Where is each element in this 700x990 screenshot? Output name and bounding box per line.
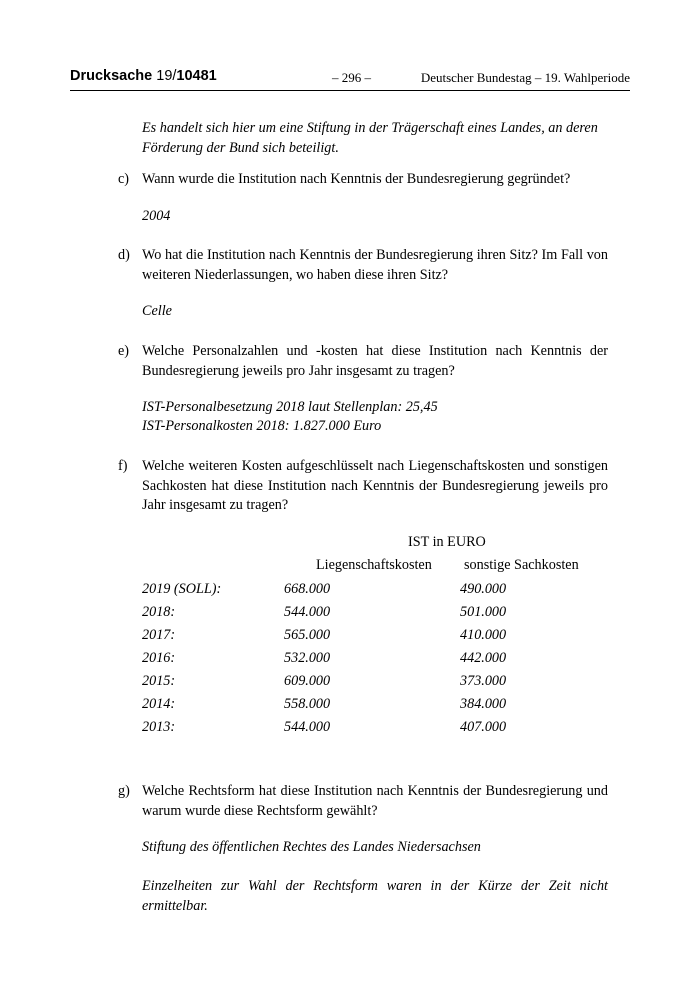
answer-c: 2004	[142, 208, 171, 224]
table-cell-sach: 384.000	[460, 696, 507, 712]
document-number: Drucksache 19/10481	[70, 68, 217, 84]
table-row-year: 2015:	[142, 673, 176, 689]
question-c-text: Wann wurde die Institution nach Kenntnis der Bundesregierung gegründet?	[142, 171, 571, 187]
table-row-year: 2014:	[142, 696, 176, 712]
question-f-text: Welche weiteren Kosten aufgeschlüsselt nach Liegenschaftskosten und sonstigen Sachkosten hat diese Institution nach Kenntnis der Bundesregierung jeweils pro Jahr insgesamt zu tragen?	[142, 458, 608, 513]
table-cell-liegenschaft: 558.000	[284, 696, 331, 712]
table-cell-sach: 407.000	[460, 719, 507, 735]
question-c-label: c)	[118, 171, 130, 187]
question-d-text: Wo hat die Institution nach Kenntnis der Bundesregierung ihren Sitz? Im Fall von weiteren Niederlassungen, wo haben diese ihren Sitz?	[142, 247, 608, 283]
table-cell-liegenschaft: 544.000	[284, 719, 331, 735]
table-row-year: 2019 (SOLL):	[142, 581, 222, 597]
page-header	[70, 66, 630, 91]
column-header-sachkosten: sonstige Sachkosten	[464, 557, 579, 573]
question-d-label: d)	[118, 247, 130, 263]
table-row-year: 2017:	[142, 627, 176, 643]
question-g-label: g)	[118, 783, 130, 799]
page-number: – 296 –	[332, 70, 371, 85]
table-row-year: 2013:	[142, 719, 176, 735]
question-e-label: e)	[118, 343, 130, 359]
answer-d: Celle	[142, 303, 172, 319]
table-row-year: 2016:	[142, 650, 176, 666]
question-e-text: Welche Personalzahlen und -kosten hat diese Institution nach Kenntnis der Bundesregierung jeweils pro Jahr insgesamt zu tragen?	[142, 343, 608, 379]
answer-g-line2: Einzelheiten zur Wahl der Rechtsform waren in der Kürze der Zeit nicht ermittelbar.	[142, 878, 608, 914]
answer-g-line1: Stiftung des öffentlichen Rechtes des Landes Niedersachsen	[142, 839, 481, 855]
question-g-text: Welche Rechtsform hat diese Institution nach Kenntnis der Bundesregierung und warum wurde diese Rechtsform gewählt?	[142, 783, 608, 819]
intro-answer: Es handelt sich hier um eine Stiftung in der Trägerschaft eines Landes, an deren Förderung der Bund sich beteiligt.	[142, 120, 598, 156]
table-cell-liegenschaft: 668.000	[284, 581, 331, 597]
table-cell-liegenschaft: 565.000	[284, 627, 331, 643]
table-row-year: 2018:	[142, 604, 176, 620]
column-header-liegenschaftskosten: Liegenschaftskosten	[316, 557, 432, 573]
table-cell-sach: 442.000	[460, 650, 507, 666]
table-cell-sach: 373.000	[460, 673, 507, 689]
question-f-label: f)	[118, 458, 128, 474]
table-cell-sach: 490.000	[460, 581, 507, 597]
publisher: Deutscher Bundestag – 19. Wahlperiode	[420, 70, 630, 85]
table-cell-liegenschaft: 609.000	[284, 673, 331, 689]
answer-e-line1: IST-Personalbesetzung 2018 laut Stellenplan: 25,45	[142, 399, 438, 415]
table-cell-sach: 501.000	[460, 604, 507, 620]
table-cell-sach: 410.000	[460, 627, 507, 643]
table-cell-liegenschaft: 532.000	[284, 650, 331, 666]
answer-e-line2: IST-Personalkosten 2018: 1.827.000 Euro	[142, 418, 382, 434]
cost-table-caption: IST in EURO	[408, 534, 486, 550]
table-cell-liegenschaft: 544.000	[284, 604, 331, 620]
